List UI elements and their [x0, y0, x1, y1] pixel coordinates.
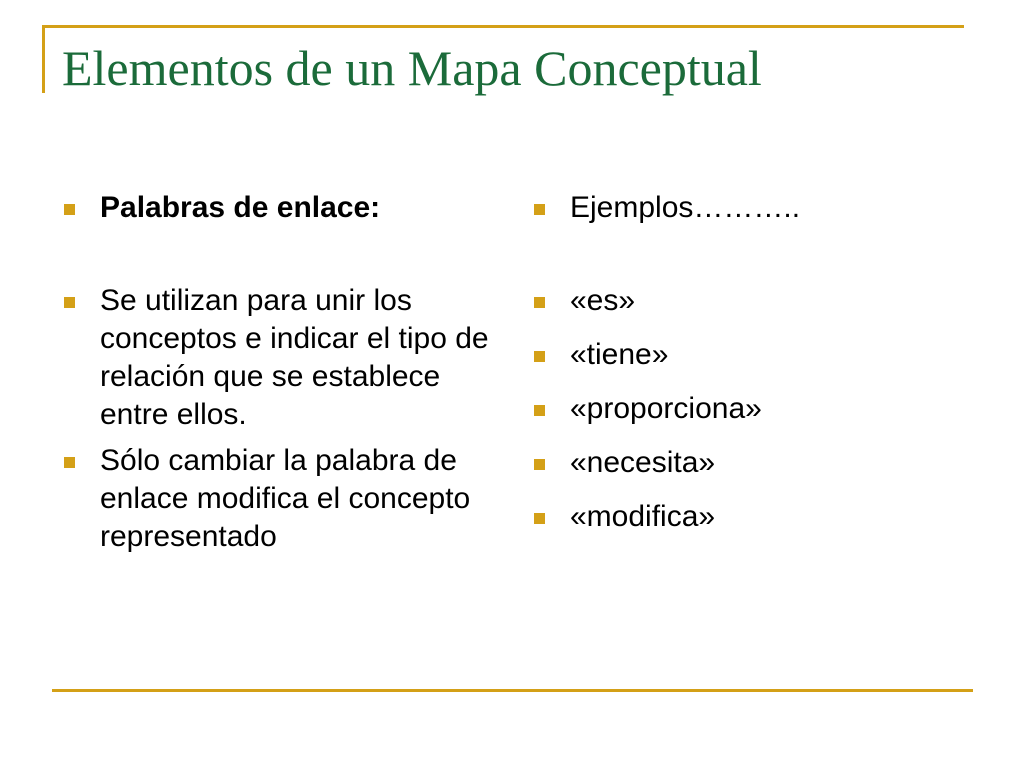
- square-bullet-icon: [64, 204, 75, 215]
- list-item-text: Sólo cambiar la palabra de enlace modifica el concepto representado: [100, 444, 471, 553]
- linking-words-heading: Palabras de enlace:: [100, 191, 381, 224]
- square-bullet-icon: [534, 351, 545, 362]
- list-item: [62, 442, 502, 556]
- example-text: «necesita»: [570, 446, 716, 479]
- example-item: [532, 336, 972, 374]
- example-item: [532, 282, 972, 320]
- examples-heading: Ejemplos………..: [570, 191, 801, 224]
- left-rule: [42, 25, 45, 93]
- list-item-heading: [62, 189, 502, 227]
- example-text: «es»: [570, 284, 636, 317]
- square-bullet-icon: [64, 457, 75, 468]
- slide-title: Elementos de un Mapa Conceptual: [62, 40, 762, 96]
- square-bullet-icon: [534, 204, 545, 215]
- example-text: «modifica»: [570, 500, 716, 533]
- left-column: [62, 189, 502, 556]
- example-item: [532, 498, 972, 536]
- list-item-heading: [532, 189, 972, 227]
- bottom-rule: [52, 689, 973, 692]
- square-bullet-icon: [534, 405, 545, 416]
- square-bullet-icon: [534, 513, 545, 524]
- top-rule: [42, 25, 964, 28]
- list-item: [62, 282, 502, 434]
- square-bullet-icon: [534, 297, 545, 308]
- example-item: [532, 390, 972, 428]
- list-item-text: Se utilizan para unir los conceptos e indicar el tipo de relación que se establece entre ellos.: [100, 284, 489, 431]
- example-text: «proporciona»: [570, 392, 762, 425]
- example-text: «tiene»: [570, 338, 669, 371]
- square-bullet-icon: [64, 297, 75, 308]
- square-bullet-icon: [534, 459, 545, 470]
- right-column: [532, 189, 972, 536]
- example-item: [532, 444, 972, 482]
